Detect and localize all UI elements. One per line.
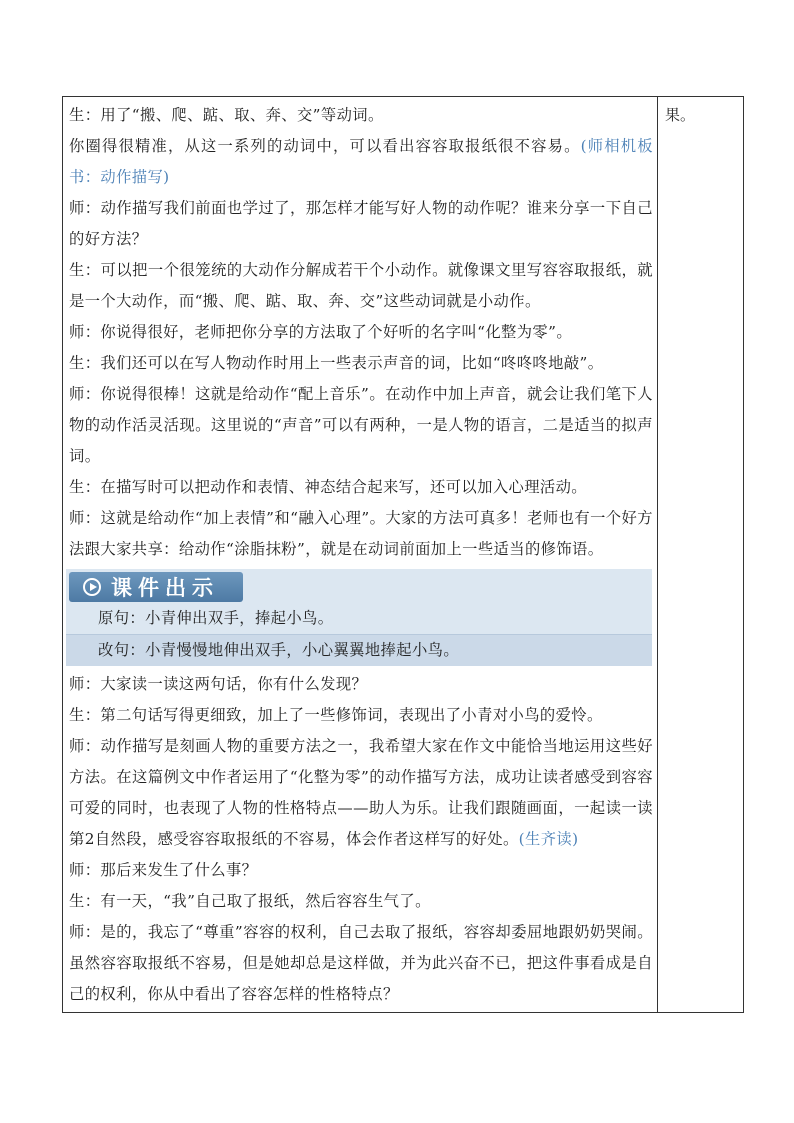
revised-sentence: 改句：小青慢慢地伸出双手，小心翼翼地捧起小鸟。 <box>66 634 652 666</box>
courseware-box <box>66 569 652 666</box>
teacher-note: (师相机板书：动作描写) <box>69 137 654 186</box>
column-divider <box>657 97 658 1012</box>
dialogue-paragraph: 生：第二句话写得更细致，加上了一些修饰词，表现出了小青对小鸟的爱怜。 <box>69 706 603 724</box>
side-note-cell <box>665 100 735 130</box>
side-note: 果。 <box>665 106 696 124</box>
dialogue-paragraph: 生：在描写时可以把动作和表情、神态结合起来写，还可以加入心理活动。 <box>69 478 587 496</box>
play-icon <box>83 578 101 596</box>
lesson-content-cell <box>69 100 653 1010</box>
dialogue-paragraph: 生：我们还可以在写人物动作时用上一些表示声音的词，比如“咚咚咚地敲”。 <box>69 354 604 372</box>
dialogue-paragraph: 生：有一天，“我”自己取了报纸，然后容容生气了。 <box>69 892 431 910</box>
dialogue-paragraph: 生：可以把一个很笼统的大动作分解成若干个小动作。就像课文里写容容取报纸，就是一个大动作，而“搬、爬、踮、取、奔、交”这些动词就是小动作。 <box>69 261 653 310</box>
courseware-banner <box>69 572 243 602</box>
dialogue-paragraph: 师：你说得很棒！这就是给动作“配上音乐”。在动作中加上声音，就会让我们笔下人物的动作活灵活现。这里说的“声音”可以有两种，一是人物的语言，二是适当的拟声词。 <box>69 385 653 465</box>
dialogue-paragraph: 师：那后来发生了什么事？ <box>69 861 258 879</box>
lesson-table <box>62 96 744 1013</box>
original-sentence: 原句：小青伸出双手，捧起小鸟。 <box>98 609 334 627</box>
dialogue-paragraph: 师：大家读一读这两句话，你有什么发现？ <box>69 675 368 693</box>
dialogue-paragraph: 师：这就是给动作“加上表情”和“融入心理”。大家的方法可真多！老师也有一个好方法跟大家共享：给动作“涂脂抹粉”，就是在动词前面加上一些适当的修饰语。 <box>69 509 653 558</box>
courseware-title: 课件出示 <box>111 576 219 600</box>
dialogue-paragraph: 师：动作描写是刻画人物的重要方法之一，我希望大家在作文中能恰当地运用这些好方法。在这篇例文中作者运用了“化整为零”的动作描写方法，成功让读者感受到容容可爱的同时，也表现了人物的性格特点——助人为乐。让我们跟随画面，一起读一读第2自然段，感受容容取报纸的不容易，体会作者这样写的好处。(生齐读) <box>69 737 653 848</box>
courseware-header <box>66 569 652 603</box>
dialogue-paragraph: 师：是的，我忘了“尊重”容容的权利，自己去取了报纸，容容却委屈地跟奶奶哭闹。虽然容容取报纸不容易，但是她却总是这样做，并为此兴奋不已，把这件事看成是自己的权利，你从中看出了容容怎样的性格特点？ <box>69 923 653 1003</box>
dialogue-paragraph: 生：用了“搬、爬、踮、取、奔、交”等动词。 <box>69 106 384 124</box>
teacher-note: (生齐读) <box>518 830 579 848</box>
dialogue-paragraph: 师：动作描写我们前面也学过了，那怎样才能写好人物的动作呢？谁来分享一下自己的好方法？ <box>69 199 653 248</box>
dialogue-paragraph: 师：你说得很好，老师把你分享的方法取了个好听的名字叫“化整为零”。 <box>69 323 573 341</box>
dialogue-paragraph: 你圈得很精准，从这一系列的动词中，可以看出容容取报纸很不容易。(师相机板书：动作描写) <box>69 137 654 186</box>
